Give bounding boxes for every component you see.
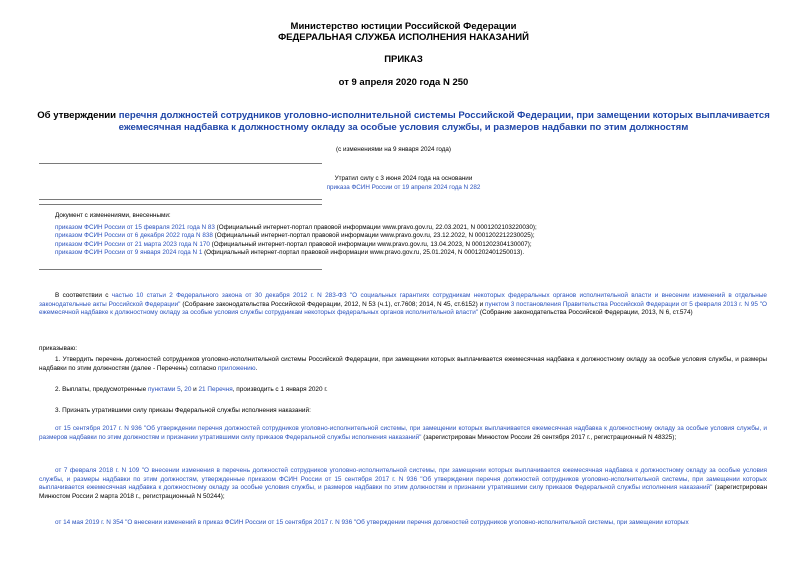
document-type: ПРИКАЗ: [384, 54, 423, 65]
service-name: ФЕДЕРАЛЬНАЯ СЛУЖБА ИСПОЛНЕНИЯ НАКАЗАНИЙ: [278, 32, 529, 43]
clause-21-link[interactable]: 21 Перечня: [198, 386, 233, 393]
change-item: приказом ФСИН России от 9 января 2024 года N 1 (Официальный интернет-портал правовой информации www.pravo.gov.ru, 25.01.2024, N 0001202401250013).: [55, 249, 525, 257]
government-resolution-link[interactable]: пунктом 3 постановления Правительства Российской Федерации от 5 февраля 2013 г. N 95 "О ежемесячной надбавке к должностному окладу за особые условия службы сотрудникам некоторых федеральных органов исполнительной власти": [39, 300, 768, 317]
repealed-order-link[interactable]: от 15 сентября 2017 г. N 936 "Об утверждении перечня должностей сотрудников уголовно-исполнительной системы, при замещении которых выплачивается ежемесячная надбавка к должностному окладу за особые условия службы, и размеров надбавки по этим должностям и признании утратившими силу приказов Федеральной службы исполнения наказаний": [39, 425, 767, 441]
edition-note: (с изменениями на 9 января 2024 года): [336, 146, 451, 153]
divider-top: [39, 163, 322, 164]
change-item: приказом ФСИН России от 15 февраля 2021 года N 83 (Официальный интернет-портал правовой информации www.pravo.gov.ru, 22.03.2021, N 0001202103220030);: [55, 223, 537, 231]
change-item-link[interactable]: приказом ФСИН России от 15 февраля 2021 года N 83: [55, 223, 215, 231]
preamble-paragraph: В соответствии с частью 10 статьи 2 Федерального закона от 30 декабря 2012 г. N 283-ФЗ "О социальных гарантиях сотрудникам некоторых федеральных органов исполнительной власти и внесении изменений в отдельные законодательные акты Российской Федерации" (Собрание законодательства Российской Федерации, 2012, N 53 (ч.1), ст.7608; 2014, N 45, ст.6152) и пунктом 3 постановления Правительства Российской Федерации от 5 февраля 2013 г. N 95 "О ежемесячной надбавке к должностному окладу за особые условия службы сотрудникам некоторых федеральных органов исполнительной власти" (Собрание законодательства Российской Федерации, 2013, N 6, ст.574): [39, 292, 768, 317]
change-item-link[interactable]: приказом ФСИН России от 21 марта 2023 года N 170: [55, 240, 210, 248]
changes-list: [55, 212, 775, 258]
divider-status-1: [39, 199, 322, 200]
item-3-paragraph: 3. Признать утратившими силу приказы Федеральной службы исполнения наказаний:: [55, 407, 311, 414]
divider-changes: [39, 269, 322, 270]
repealed-order-3: [55, 519, 767, 528]
ministry-name: Министерство юстиции Российской Федерации: [290, 21, 517, 32]
order-word: приказываю:: [39, 345, 77, 352]
changes-heading: Документ с изменениями, внесенными:: [55, 212, 171, 219]
repealed-order-link[interactable]: от 14 мая 2019 г. N 354 "О внесении изменений в приказ ФСИН России от 15 сентября 2017 г. N 936 "Об утверждении перечня должностей сотрудников уголовно-исполнительной системы, при замещении которых: [55, 519, 689, 526]
document-title-line-2: [0, 122, 807, 134]
repeal-order-link[interactable]: приказа ФСИН России от 19 апреля 2024 года N 282: [326, 184, 481, 191]
change-item-link[interactable]: приказом ФСИН России от 9 января 2024 года N 1: [55, 249, 203, 257]
change-item: приказом ФСИН России от 21 марта 2023 года N 170 (Официальный интернет-портал правовой информации www.pravo.gov.ru, 13.04.2023, N 0001202304130007);: [55, 240, 532, 248]
federal-law-link[interactable]: частью 10 статьи 2 Федерального закона от 30 декабря 2012 г. N 283-ФЗ "О социальных гарантиях сотрудникам некоторых федеральных органов исполнительной власти и внесении изменений в отдельные законодательные акты Российской Федерации": [39, 292, 767, 308]
repealed-order-link[interactable]: от 7 февраля 2018 г. N 109 "О внесении изменения в перечень должностей сотрудников уголовно-исполнительной системы, при замещении которых выплачивается ежемесячная надбавка к должностному окладу за особые условия службы, и размеры надбавки по этим должностям, утвержденные приказом ФСИН России от 15 сентября 2017 г. N 936 "Об утверждении перечня должностей сотрудников уголовно-исполнительной системы, при замещении которых выплачивается ежемесячная надбавка к должностному окладу за особые условия службы, и размеров надбавки по этим должностям и признании утратившими силу приказов Федеральной службы исполнения наказаний": [39, 467, 767, 492]
clause-5-link[interactable]: пунктами 5: [147, 386, 181, 393]
item-2-paragraph: 2. Выплаты, предусмотренные пунктами 5, 20 и 21 Перечня, производить с 1 января 2020 г.: [55, 386, 328, 393]
item-1-paragraph: 1. Утвердить перечень должностей сотрудников уголовно-исполнительной системы Российской Федерации, при замещении которых выплачивается ежемесячная надбавка к должностному окладу за особые условия службы, и размеры надбавки по этим должностям (далее - Перечень) согласно приложению.: [39, 356, 767, 372]
divider-status-2: [39, 204, 322, 205]
status-text: Утратил силу с 3 июня 2024 года на основании: [334, 175, 473, 182]
title-link-line-1[interactable]: перечня должностей сотрудников уголовно-исполнительной системы Российской Федерации, при замещении которых выплачивается: [118, 110, 770, 121]
status-link-line: [0, 184, 807, 193]
repealed-order-2: от 7 февраля 2018 г. N 109 "О внесении изменения в перечень должностей сотрудников уголовно-исполнительной системы, при замещении которых выплачивается ежемесячная надбавка к должностному окладу за особые условия службы, и размеры надбавки по этим должностям, утвержденные приказом ФСИН России от 15 сентября 2017 г. N 936 "Об утверждении перечня должностей сотрудников уголовно-исполнительной системы, при замещении которых выплачивается ежемесячная надбавка к должностному окладу за особые условия службы, и размеров надбавки по этим должностям и признании утратившими силу приказов Федеральной службы исполнения наказаний" (зарегистрирован Минюстом России 2 марта 2018 г., регистрационный N 50244);: [39, 467, 767, 500]
title-prefix: Об утверждении: [37, 110, 119, 121]
change-item: приказом ФСИН России от 6 декабря 2022 года N 838 (Официальный интернет-портал правовой информации www.pravo.gov.ru, 23.12.2022, N 0001202212230025);: [55, 232, 535, 240]
document-date-number: от 9 апреля 2020 года N 250: [338, 77, 469, 88]
change-item-link[interactable]: приказом ФСИН России от 6 декабря 2022 года N 838: [55, 232, 213, 240]
repealed-order-1: от 15 сентября 2017 г. N 936 "Об утверждении перечня должностей сотрудников уголовно-исполнительной системы, при замещении которых выплачивается ежемесячная надбавка к должностному окладу за особые условия службы, и размеров надбавки по этим должностям и признании утратившими силу приказов Федеральной службы исполнения наказаний" (зарегистрирован Минюстом России 26 сентября 2017 г., регистрационный N 48325);: [39, 425, 767, 441]
document-title: [0, 110, 807, 122]
appendix-link[interactable]: приложению: [217, 364, 256, 372]
clause-20-link[interactable]: 20: [184, 386, 192, 393]
title-link-line-2[interactable]: ежемесячная надбавка к должностному окладу за особые условия службы, и размеров надбавки по этим должностям: [118, 122, 689, 133]
